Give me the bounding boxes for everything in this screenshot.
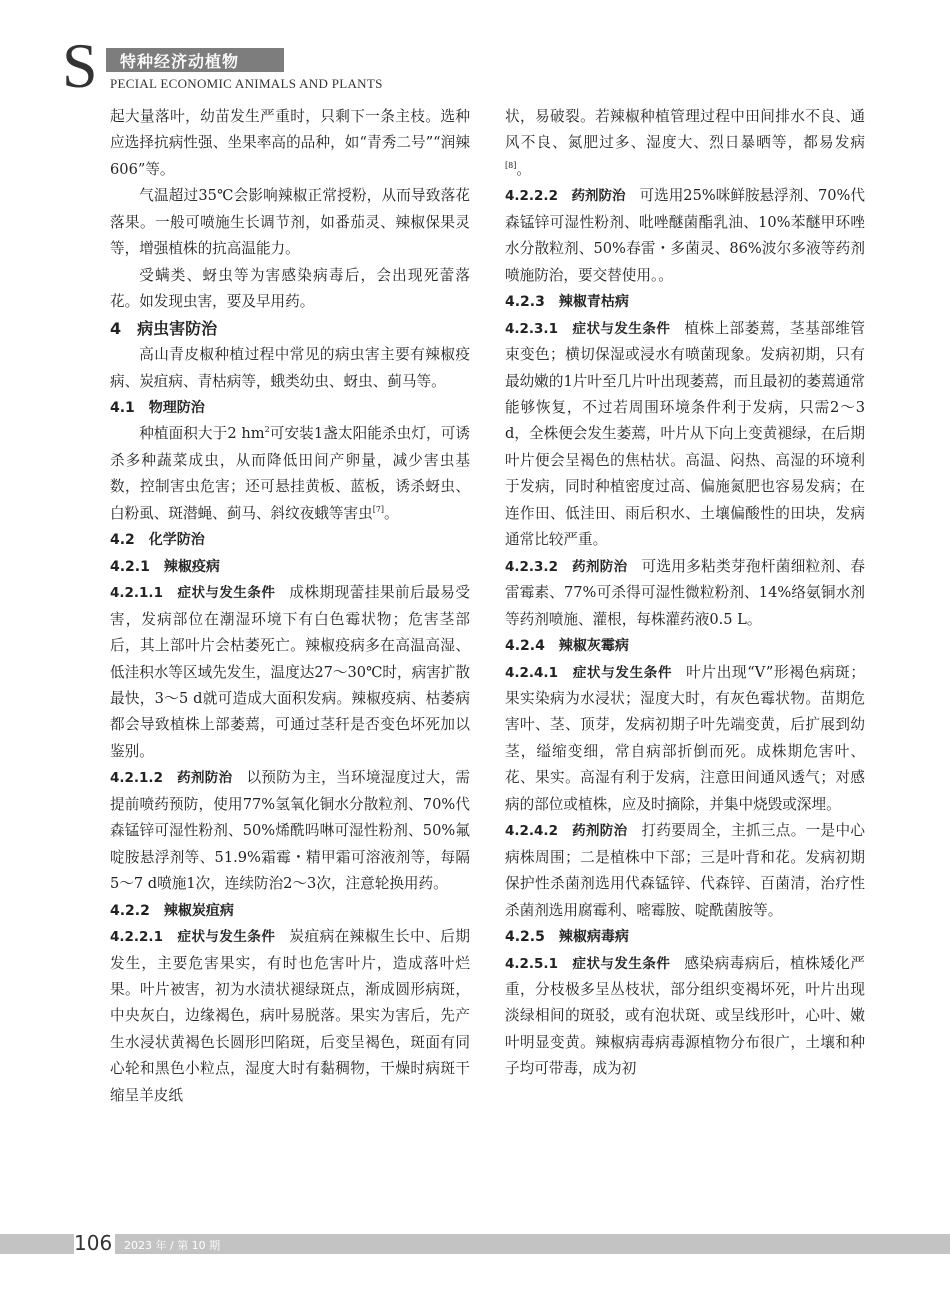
run-in-heading: 4.2.1.2 药剂防治 xyxy=(110,770,233,787)
section-heading-4-2-4: 4.2.4 辣椒灰霉病 xyxy=(505,638,629,655)
journal-title-cn: 特种经济动植物 xyxy=(120,52,240,71)
section-heading-4-2-5: 4.2.5 辣椒病毒病 xyxy=(505,929,629,946)
text-run: 炭疽病在辣椒生长中、后期发生，主要危害果实，有时也危害叶片，造成落叶烂果。叶片被害，初为水渍状褪绿斑点，渐成圆形病斑，中央灰白，边缘褐色，病叶易脱落。果实为害后，先产生水浸状黄褐色长圆形凹陷斑，后变呈褐色，斑面有同心轮和黑色小粒点，湿度大时有黏稠物，干燥时病斑干缩呈羊皮纸 xyxy=(110,928,470,1104)
journal-initial-letter: S xyxy=(62,30,98,101)
paragraph xyxy=(505,183,865,289)
citation-ref: [8] xyxy=(505,161,517,171)
section-heading-4: 4 病虫害防治 xyxy=(110,318,218,338)
journal-title-en: PECIAL ECONOMIC ANIMALS AND PLANTS xyxy=(110,76,383,91)
citation-ref: [7] xyxy=(372,504,385,514)
paragraph xyxy=(110,924,470,1109)
paragraph: 高山青皮椒种植过程中常见的病虫害主要有辣椒疫病、炭疽病、青枯病等，蛾类幼虫、蚜虫、蓟马等。 xyxy=(110,346,470,390)
text-run: 成株期现蕾挂果前后最易受害，发病部位在潮湿环境下有白色霉状物；危害茎部后，其上部叶片会枯萎死亡。辣椒疫病多在高温高湿、低洼积水等区域先发生，温度达27～30℃时，病害扩散最快，3～5 d就可造成大面积发病。辣椒疫病、枯萎病都会导致植株上部萎蔫，可通过茎秆是否变色坏死加以鉴别。 xyxy=(110,584,470,760)
paragraph: 起大量落叶，幼苗发生严重时，只剩下一条主枝。选种应选择抗病性强、坐果率高的品种，如“青秀二号”“润辣606”等。 xyxy=(110,108,470,178)
journal-title-band xyxy=(106,48,284,72)
text-run: 可选用多粘类芽孢杆菌细粒剂、春雷霉素、77%可杀得可湿性微粒粉剂、14%络氨铜水剂等药剂喷施、灌根，每株灌药液0.5 L。 xyxy=(505,557,865,628)
run-in-heading: 4.2.4.2 药剂防治 xyxy=(505,823,628,840)
section-heading-4-2-3: 4.2.3 辣椒青枯病 xyxy=(505,294,629,311)
paragraph xyxy=(505,660,865,819)
text-run: 打药要周全，主抓三点。一是中心病株周围；二是植株中下部；三是叶背和花。发病初期保护性杀菌剂选用代森锰锌、代森锌、百菌清，治疗性杀菌剂选用腐霉利、嘧霉胺、啶酰菌胺等。 xyxy=(505,822,865,919)
text-run: 叶片出现“V”形褐色病斑；果实染病为水浸状；湿度大时，有灰色霉状物。苗期危害叶、茎、顶芽，发病初期子叶先端变黄，后扩展到幼茎，缢缩变细，常自病部折倒而死。成株期危害叶、花、果实。高湿有利于发病，注意田间通风透气；对感病的部位或植株，应及时摘除，并集中烧毁或深埋。 xyxy=(505,663,865,813)
text-run: 可安装1盏太阳能杀虫灯，可诱杀多种蔬菜成虫，从而降低田间产卵量，减少害虫基数，控制害虫危害；还可悬挂黄板、蓝板，诱杀蚜虫、白粉虱、斑潜蝇、蓟马、斜纹夜蛾等害虫 xyxy=(110,425,470,522)
paragraph xyxy=(505,104,865,183)
text-run: 植株上部萎蔫，茎基部维管束变色；横切保湿或浸水有喷菌现象。发病初期，只有最幼嫩的1片叶至几片叶出现萎蔫，而且最初的萎蔫通常能够恢复，不过若周围环境条件利于发病，只需2～3 d，全株便会发生萎蔫，叶片从下向上变黄褪绿，在后期叶片便会呈褐色的焦枯状。高温、闷热、高湿的环境利于发病，同时种植密度过高、偏施氮肥也容易发病；在连作田、低洼田、雨后积水、土壤偏酸性的田块，发病通常比较严重。 xyxy=(505,319,865,549)
text-run: 以预防为主，当环境湿度过大，需提前喷药预防，使用77%氢氧化铜水分散粒剂、70%代森锰锌可湿性粉剂、50%烯酰吗啉可湿性粉剂、50%氟啶胺悬浮剂等、51.9%霜霉・精甲霜可溶液剂等，每隔5～7 d喷施1次，连续防治2～3次，注意轮换用药。 xyxy=(110,769,470,893)
text-run: 。 xyxy=(384,504,399,522)
paragraph xyxy=(110,421,470,527)
text-run: 。 xyxy=(516,160,531,178)
section-heading-4-2-1: 4.2.1 辣椒疫病 xyxy=(110,558,220,575)
page-number: 106 xyxy=(74,1231,115,1255)
text-run: 状，易破裂。若辣椒种植管理过程中田间排水不良、通风不良、氮肥过多、湿度大、烈日暴晒等，都易发病 xyxy=(505,108,865,152)
issue-label: 2023 年 / 第 10 期 xyxy=(124,1239,221,1252)
run-in-heading: 4.2.3.1 症状与发生条件 xyxy=(505,320,671,337)
text-run: 感染病毒病后，植株矮化严重，分枝极多呈丛枝状，部分组织变褐坏死，叶片出现淡绿相间的斑驳，或有泡状斑、或呈线形叶，心叶、嫩叶明显变黄。辣椒病毒病毒源植物分布很广，土壤和种子均可带毒，成为初 xyxy=(505,954,865,1078)
section-heading-4-1: 4.1 物理防治 xyxy=(110,399,205,416)
section-heading-4-2: 4.2 化学防治 xyxy=(110,532,205,549)
paragraph: 受螨类、蚜虫等为害感染病毒后，会出现死蕾落花。如发现虫害，要及早用药。 xyxy=(110,266,470,311)
run-in-heading: 4.2.5.1 症状与发生条件 xyxy=(505,955,671,972)
paragraph xyxy=(505,554,865,633)
text-run: 可选用25%咪鲜胺悬浮剂、70%代森锰锌可湿性粉剂、吡唑醚菌酯乳油、10%苯醚甲环唑水分散粒剂、50%春雷・多菌灵、86%波尔多液等药剂喷施防治，要交替使用。。 xyxy=(505,187,865,284)
journal-header xyxy=(62,30,482,101)
text-run: 种植面积大于2 hm xyxy=(139,425,265,443)
run-in-heading: 4.2.1.1 症状与发生条件 xyxy=(110,585,276,602)
run-in-heading: 4.2.4.1 症状与发生条件 xyxy=(505,664,673,681)
run-in-heading: 4.2.2.1 症状与发生条件 xyxy=(110,929,276,946)
section-heading-4-2-2: 4.2.2 辣椒炭疽病 xyxy=(110,902,234,919)
right-column xyxy=(505,104,865,1083)
paragraph xyxy=(110,765,470,897)
paragraph: 气温超过35℃会影响辣椒正常授粉，从而导致落花落果。一般可喷施生长调节剂，如番茄灵、辣椒保果灵等，增强植株的抗高温能力。 xyxy=(110,187,470,258)
paragraph xyxy=(110,580,470,765)
left-column xyxy=(110,104,470,1109)
superscript: 2 xyxy=(264,425,270,435)
paragraph xyxy=(505,951,865,1083)
paragraph xyxy=(505,316,865,554)
run-in-heading: 4.2.3.2 药剂防治 xyxy=(505,558,628,575)
run-in-heading: 4.2.2.2 药剂防治 xyxy=(505,188,626,205)
paragraph xyxy=(505,818,865,924)
page-footer xyxy=(0,1231,950,1255)
